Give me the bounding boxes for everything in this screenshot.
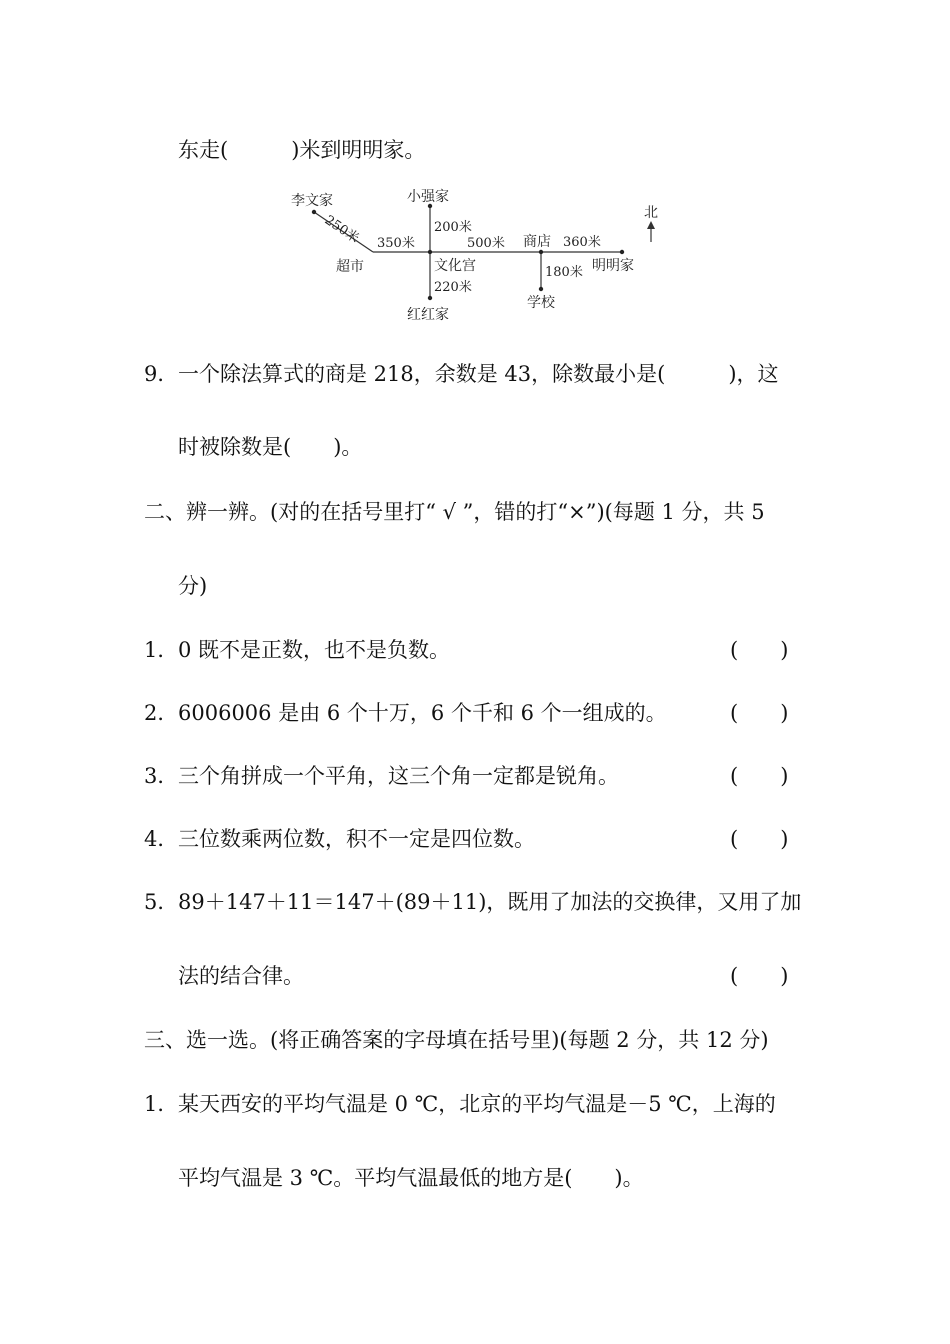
point-hong-hong bbox=[428, 296, 432, 300]
label-xue-xiao: 学校 bbox=[527, 295, 555, 311]
label-ming-ming: 明明家 bbox=[592, 258, 634, 274]
dist-500: 500米 bbox=[467, 236, 505, 251]
s2-item2-answer[interactable]: ( ) bbox=[730, 701, 789, 725]
s2-item5-number: 5． bbox=[144, 890, 179, 914]
label-li-wen: 李文家 bbox=[291, 193, 333, 209]
point-ming-ming bbox=[620, 250, 624, 254]
q8-continuation: 东走( )米到明明家。 bbox=[178, 138, 426, 162]
s2-item2-text: 6006006 是由 6 个十万，6 个千和 6 个一组成的。 bbox=[178, 701, 667, 725]
s3-q1-line2: 平均气温是 3 ℃。平均气温最低的地方是( )。 bbox=[178, 1166, 644, 1190]
q9-line1: 一个除法算式的商是 218，余数是 43，除数最小是( )，这 bbox=[178, 362, 779, 386]
label-shang-dian: 商店 bbox=[523, 234, 551, 250]
s2-item2-number: 2． bbox=[144, 701, 179, 725]
s2-item3-answer[interactable]: ( ) bbox=[730, 764, 789, 788]
dist-360: 360米 bbox=[563, 235, 601, 250]
s2-item4-number: 4． bbox=[144, 827, 179, 851]
s3-q1-number: 1． bbox=[144, 1092, 179, 1116]
s2-item3-number: 3． bbox=[144, 764, 179, 788]
point-xue-xiao bbox=[539, 287, 543, 291]
label-wen-hua-gong: 文化宫 bbox=[434, 258, 476, 274]
section2-title: 二、辨一辨。(对的在括号里打“ √ ”，错的打“×”)(每题 1 分，共 5 bbox=[144, 500, 765, 524]
s2-item5-text-cont: 法的结合律。 bbox=[178, 964, 304, 988]
label-chao-shi: 超市 bbox=[336, 259, 364, 275]
s2-item1-answer[interactable]: ( ) bbox=[730, 638, 789, 662]
section3-title: 三、选一选。(将正确答案的字母填在括号里)(每题 2 分，共 12 分) bbox=[144, 1028, 769, 1052]
point-li-wen bbox=[312, 210, 316, 214]
s3-q1-line1: 某天西安的平均气温是 0 ℃，北京的平均气温是－5 ℃，上海的 bbox=[178, 1092, 776, 1116]
q9-number: 9． bbox=[144, 362, 179, 386]
s2-item1-number: 1． bbox=[144, 638, 179, 662]
dist-350: 350米 bbox=[377, 236, 415, 251]
s2-item3-text: 三个角拼成一个平角，这三个角一定都是锐角。 bbox=[178, 764, 619, 788]
route-map bbox=[0, 0, 950, 340]
dist-180: 180米 bbox=[545, 265, 583, 280]
dist-250: 250米 bbox=[321, 212, 362, 247]
s2-item4-answer[interactable]: ( ) bbox=[730, 827, 789, 851]
label-xiao-qiang: 小强家 bbox=[407, 189, 449, 205]
point-shang-dian bbox=[539, 250, 543, 254]
s2-item5-text: 89＋147＋11＝147＋(89＋11)，既用了加法的交换律，又用了加 bbox=[178, 890, 802, 914]
dist-200: 200米 bbox=[434, 220, 472, 235]
label-hong-hong: 红红家 bbox=[407, 307, 449, 323]
dist-220: 220米 bbox=[434, 280, 472, 295]
point-wen-hua-gong bbox=[428, 250, 432, 254]
q9-line2: 时被除数是( )。 bbox=[178, 435, 363, 459]
s2-item5-answer[interactable]: ( ) bbox=[730, 964, 789, 988]
section2-title-cont: 分) bbox=[178, 574, 208, 598]
north-arrow-head bbox=[647, 221, 655, 229]
s2-item1-text: 0 既不是正数，也不是负数。 bbox=[178, 638, 451, 662]
label-north: 北 bbox=[644, 205, 658, 221]
s2-item4-text: 三位数乘两位数，积不一定是四位数。 bbox=[178, 827, 535, 851]
